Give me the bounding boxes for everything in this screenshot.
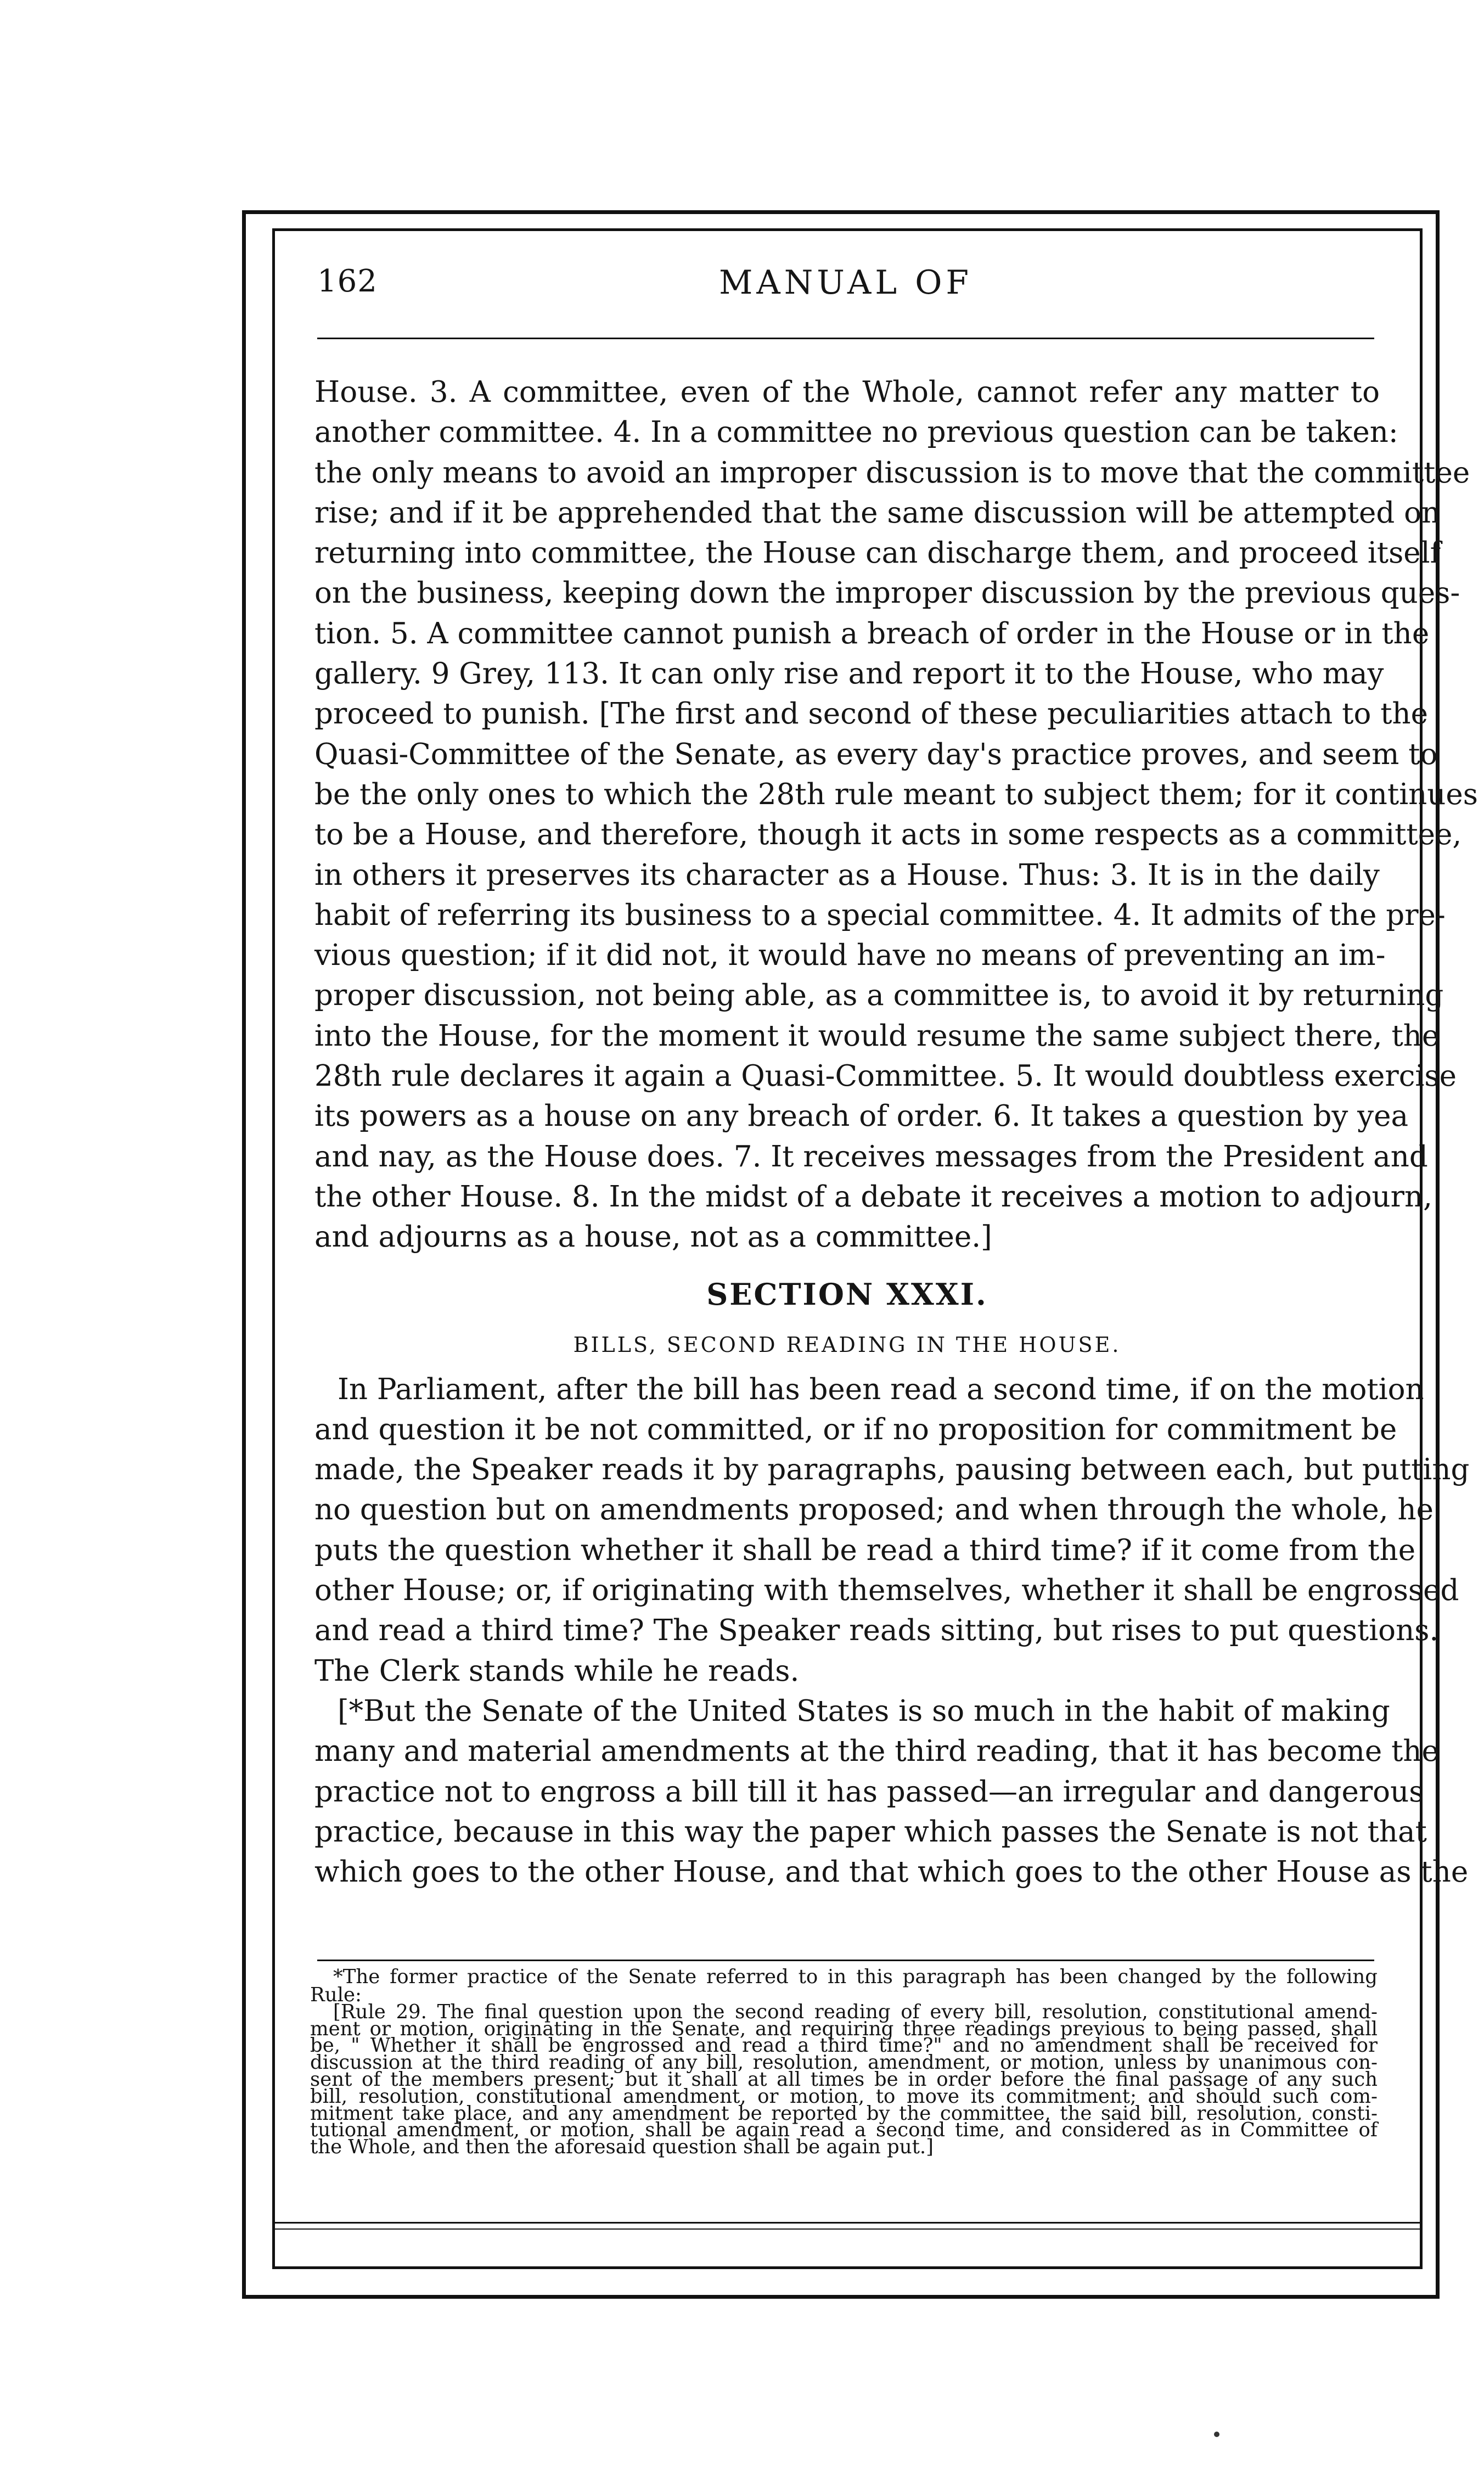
- header-divider: [317, 338, 1374, 339]
- text-line: its powers as a house on any breach of order. 6. It takes a question by yea: [314, 1099, 1409, 1133]
- text-line: many and material amendments at the third reading, that it has become the: [314, 1734, 1439, 1769]
- text-line: proceed to punish. [The first and second of these peculiarities attach to the: [314, 697, 1429, 731]
- running-head: MANUAL OF: [718, 263, 973, 302]
- footnote-divider: [317, 1960, 1374, 1961]
- body-text-block: [314, 372, 1478, 1258]
- text-line: other House; or, if originating with themselves, whether it shall be engrossed: [314, 1574, 1459, 1608]
- text-line: and nay, as the House does. 7. It receives messages from the President and: [314, 1139, 1428, 1174]
- footnote-line: *The former practice of the Senate referred to in this paragraph has been changed by the following: [333, 1966, 1378, 1988]
- text-line: be the only ones to which the 28th rule meant to subject them; for it continues: [314, 777, 1478, 811]
- text-line: House. 3. A committee, even of the Whole, cannot refer any matter to: [314, 375, 1380, 409]
- text-line: the other House. 8. In the midst of a debate it receives a motion to adjourn,: [314, 1180, 1432, 1214]
- ink-speck: [1214, 2432, 1219, 2437]
- text-line: and read a third time? The Speaker reads sitting, but rises to put questions.: [314, 1614, 1439, 1648]
- text-line: in others it preserves its character as a House. Thus: 3. It is in the daily: [314, 858, 1380, 892]
- bottom-divider: [272, 2222, 1423, 2224]
- text-line: and adjourns as a house, not as a committee.]: [314, 1220, 992, 1254]
- footnote-line: be, " Whether it shall be engrossed and read a third time?" and no amendment shall be received for: [310, 2034, 1378, 2057]
- text-line: and question it be not committed, or if no proposition for commitment be: [314, 1412, 1397, 1446]
- footnote-line: sent of the members present; but it shall at all times be in order before the final passage of any such: [310, 2068, 1378, 2091]
- text-line: no question but on amendments proposed; and when through the whole, he: [314, 1493, 1434, 1527]
- footnote-line: tutional amendment, or motion, shall be again read a second time, and considered as in Committee of: [310, 2119, 1378, 2142]
- main-text-column: [314, 372, 1478, 1892]
- footnote-line: mitment take place, and any amendment be reported by the committee, the said bill, resolution, consti-: [310, 2102, 1378, 2125]
- text-line: the only means to avoid an improper discussion is to move that the committee: [314, 456, 1470, 490]
- text-line: vious question; if it did not, it would have no means of preventing an im-: [314, 939, 1386, 973]
- text-line: 28th rule declares it again a Quasi-Committee. 5. It would doubtless exercise: [314, 1059, 1457, 1093]
- text-line: gallery. 9 Grey, 113. It can only rise and report it to the House, who may: [314, 657, 1384, 691]
- text-line: practice not to engross a bill till it has passed—an irregular and dangerous: [314, 1775, 1424, 1809]
- text-line: puts the question whether it shall be read a third time? if it come from the: [314, 1533, 1416, 1567]
- text-line: which goes to the other House, and that which goes to the other House as the: [314, 1855, 1469, 1889]
- footnote-line: [Rule 29. The final question upon the second reading of every bill, resolution, constitutional amend-: [333, 2000, 1378, 2023]
- text-line: rise; and if it be apprehended that the same discussion will be attempted on: [314, 496, 1441, 530]
- text-line: tion. 5. A committee cannot punish a breach of order in the House or in the: [314, 616, 1430, 650]
- footnote-line: the Whole, and then the aforesaid question shall be again put.]: [310, 2136, 934, 2159]
- text-line: another committee. 4. In a committee no previous question can be taken:: [314, 416, 1398, 450]
- text-line: to be a House, and therefore, though it acts in some respects as a committee,: [314, 818, 1462, 852]
- text-line: on the business, keeping down the improper discussion by the previous ques-: [314, 576, 1460, 610]
- text-line: The Clerk stands while he reads.: [314, 1654, 800, 1688]
- bottom-divider-secondary: [272, 2228, 1423, 2230]
- text-line: returning into committee, the House can discharge them, and proceed itself: [314, 536, 1441, 570]
- text-line: [*But the Senate of the United States is so much in the habit of making: [338, 1694, 1390, 1728]
- text-line: practice, because in this way the paper which passes the Senate is not that: [314, 1815, 1427, 1849]
- footnote-line: Rule:: [310, 1984, 362, 2006]
- section-subtitle: BILLS, SECOND READING IN THE HOUSE.: [573, 1332, 1121, 1357]
- footnote-line: bill, resolution, constitutional amendment, or motion, to move its commitment; and should such com-: [310, 2085, 1378, 2108]
- text-line: made, the Speaker reads it by paragraphs, pausing between each, but putting: [314, 1453, 1470, 1487]
- page-number: 162: [317, 263, 378, 299]
- text-line: In Parliament, after the bill has been read a second time, if on the motion: [338, 1372, 1424, 1406]
- footnote-line: discussion at the third reading of any bill, resolution, amendment, or motion, unless by unanimous con-: [310, 2051, 1378, 2074]
- section-text-block: [314, 1369, 1470, 1893]
- text-line: habit of referring its business to a special committee. 4. It admits of the pre-: [314, 898, 1446, 932]
- text-line: proper discussion, not being able, as a committee is, to avoid it by returning: [314, 979, 1444, 1013]
- text-line: Quasi-Committee of the Senate, as every day's practice proves, and seem to: [314, 737, 1438, 771]
- footnote-line: ment or motion, originating in the Senate, and requiring three readings previous to being passed, shall: [310, 2017, 1378, 2040]
- section-heading: SECTION XXXI.: [706, 1276, 988, 1312]
- footnote-block: [310, 1966, 1378, 2159]
- page-header: [317, 258, 1374, 307]
- text-line: into the House, for the moment it would resume the same subject there, the: [314, 1019, 1440, 1053]
